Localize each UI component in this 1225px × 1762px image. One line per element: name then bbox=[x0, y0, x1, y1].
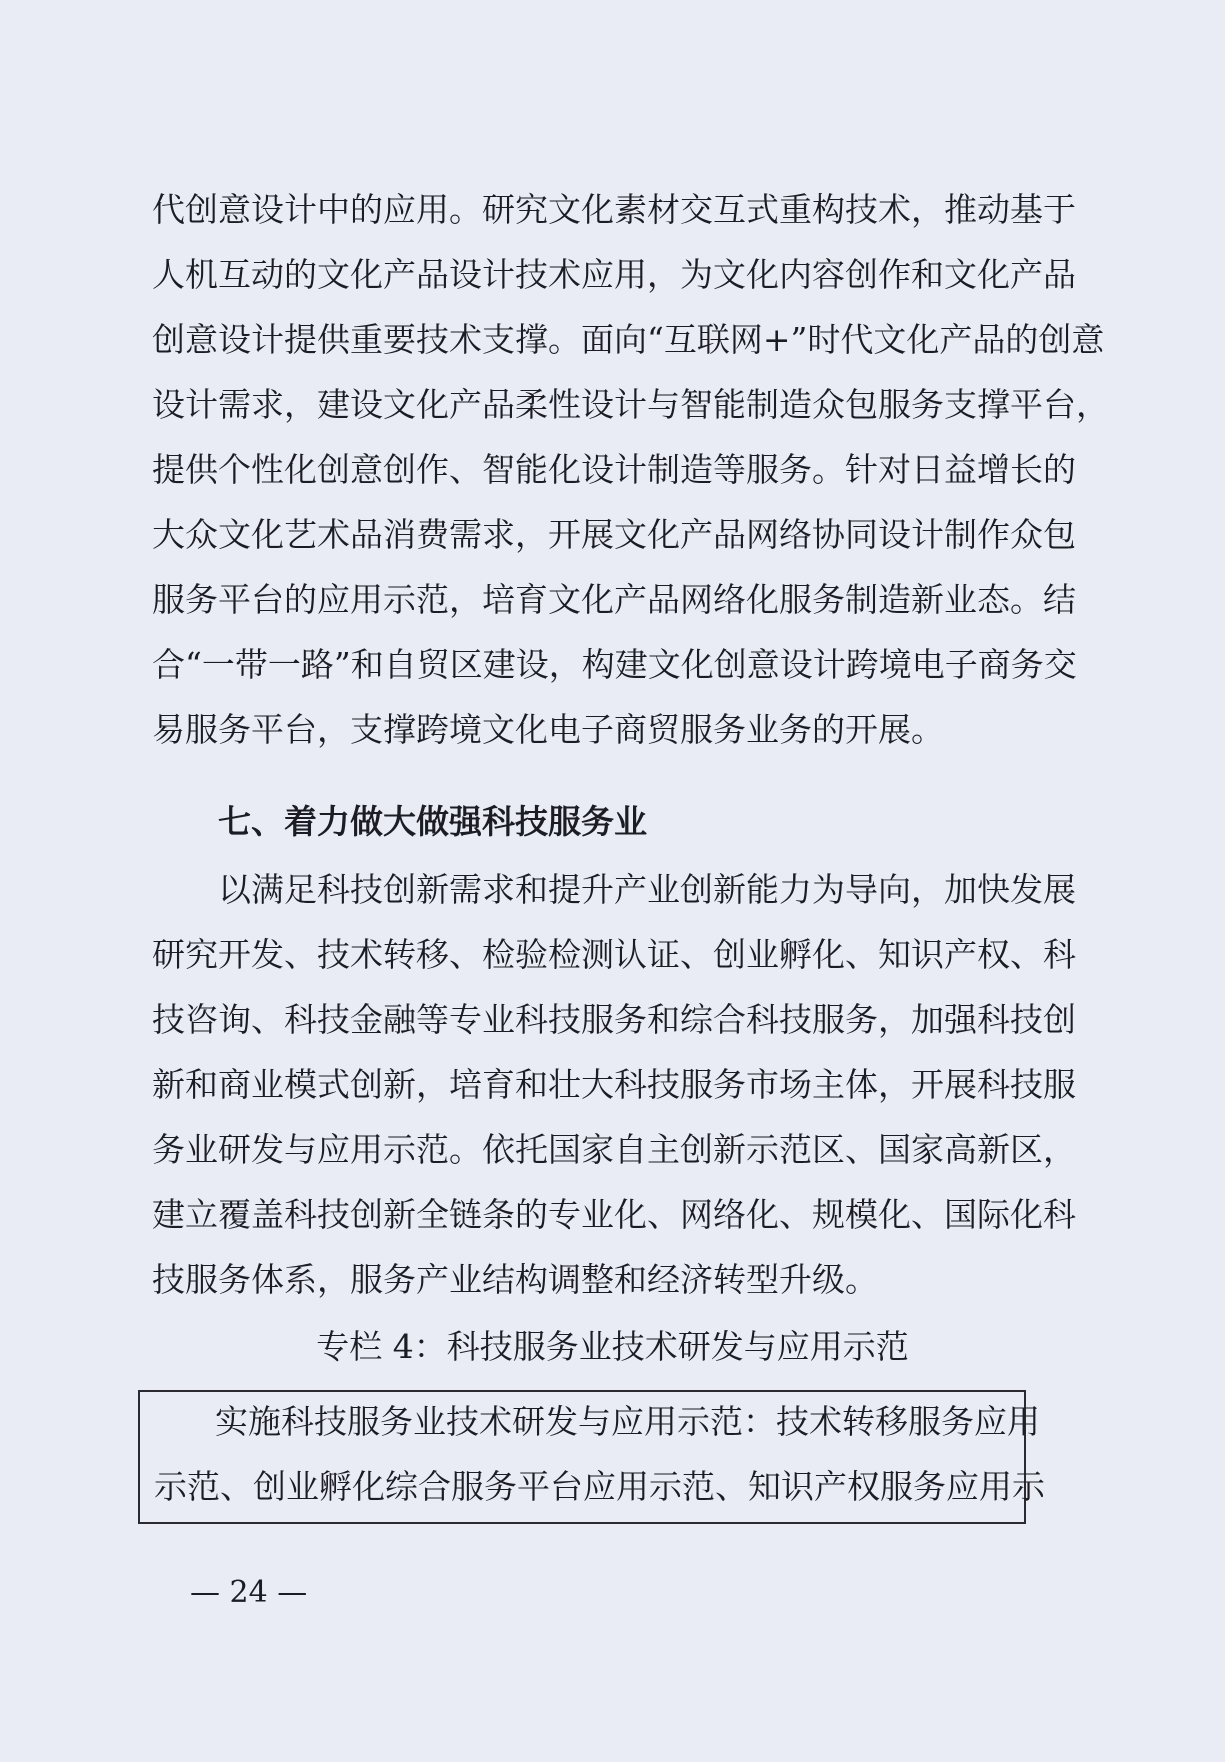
paragraph-line: 务业研发与应用示范。依托国家自主创新示范区、国家高新区， bbox=[152, 1130, 1076, 1169]
paragraph-line: 以满足科技创新需求和提升产业创新能力为导向，加快发展 bbox=[218, 870, 1076, 909]
paragraph-line: 设计需求，建设文化产品柔性设计与智能制造众包服务支撑平台， bbox=[152, 385, 1109, 424]
paragraph-line: 技服务体系，服务产业结构调整和经济转型升级。 bbox=[152, 1260, 878, 1299]
column-box bbox=[138, 1390, 1045, 1524]
section-heading: 七、着力做大做强科技服务业 bbox=[218, 802, 647, 841]
paragraph-line: 创意设计提供重要技术支撑。面向“互联网+”时代文化产品的创意 bbox=[152, 320, 1105, 359]
paragraph-line: 易服务平台，支撑跨境文化电子商贸服务业务的开展。 bbox=[152, 710, 944, 749]
paragraph-line: 技咨询、科技金融等专业科技服务和综合科技服务，加强科技创 bbox=[152, 1000, 1076, 1039]
paragraph-line: 服务平台的应用示范，培育文化产品网络化服务制造新业态。结 bbox=[152, 580, 1076, 619]
paragraph-line: 研究开发、技术转移、检验检测认证、创业孵化、知识产权、科 bbox=[152, 935, 1076, 974]
page-number: — 24 — bbox=[190, 1575, 308, 1610]
paragraph-line: 代创意设计中的应用。研究文化素材交互式重构技术，推动基于 bbox=[152, 190, 1076, 229]
box-line: 实施科技服务业技术研发与应用示范：技术转移服务应用 bbox=[215, 1402, 1040, 1441]
paragraph-line: 大众文化艺术品消费需求，开展文化产品网络协同设计制作众包 bbox=[152, 515, 1076, 554]
paragraph-line: 人机互动的文化产品设计技术应用，为文化内容创作和文化产品 bbox=[152, 255, 1076, 294]
box-line: 示范、创业孵化综合服务平台应用示范、知识产权服务应用示 bbox=[154, 1467, 1045, 1506]
paragraph-line: 合“一带一路”和自贸区建设，构建文化创意设计跨境电子商务交 bbox=[152, 645, 1077, 684]
box-caption: 专栏 4：科技服务业技术研发与应用示范 bbox=[316, 1327, 909, 1366]
paragraph-line: 建立覆盖科技创新全链条的专业化、网络化、规模化、国际化科 bbox=[152, 1195, 1076, 1234]
paragraph-line: 新和商业模式创新，培育和壮大科技服务市场主体，开展科技服 bbox=[152, 1065, 1076, 1104]
paragraph-line: 提供个性化创意创作、智能化设计制造等服务。针对日益增长的 bbox=[152, 450, 1076, 489]
